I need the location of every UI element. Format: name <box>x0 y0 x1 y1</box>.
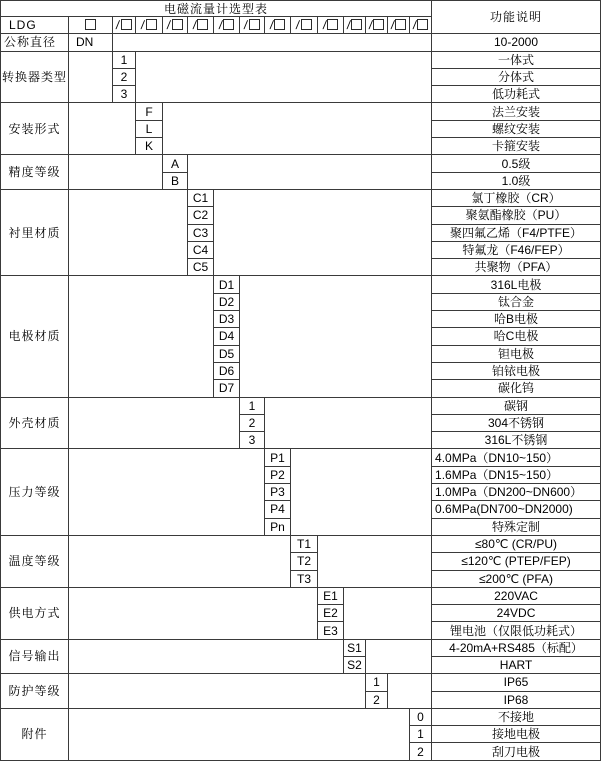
spacer-cell <box>69 155 163 190</box>
description-cell: 钽电极 <box>432 345 601 362</box>
code-cell: S1 <box>344 639 366 656</box>
description-cell: 共聚物（PFA） <box>432 259 601 276</box>
code-cell: 2 <box>366 691 388 708</box>
function-column-header: 功能说明 <box>432 1 601 34</box>
description-cell: 10-2000 <box>432 34 601 51</box>
description-cell: 聚氨酯橡胶（PU） <box>432 207 601 224</box>
code-cell: L <box>136 120 163 137</box>
code-cell: D3 <box>214 311 240 328</box>
code-cell: D1 <box>214 276 240 293</box>
checkbox-glyph <box>197 19 208 30</box>
checkbox-glyph <box>327 19 338 30</box>
spacer-cell <box>366 639 432 674</box>
model-code-cell <box>344 17 366 34</box>
group-label: 供电方式 <box>1 587 69 639</box>
description-cell: 低功耗式 <box>432 86 601 103</box>
code-cell: 2 <box>113 68 136 85</box>
description-cell: IP65 <box>432 674 601 691</box>
code-cell: 1 <box>240 397 265 414</box>
spacer-cell <box>136 51 432 103</box>
model-code-cell <box>291 17 318 34</box>
model-code-cell <box>240 17 265 34</box>
model-code-cell <box>318 17 344 34</box>
code-cell: Pn <box>265 518 291 535</box>
group-label: 公称直径 <box>1 34 69 51</box>
description-cell: 316L电极 <box>432 276 601 293</box>
slash-glyph: / <box>367 18 374 33</box>
code-cell: E3 <box>318 622 344 639</box>
model-code-cell <box>214 17 240 34</box>
group-label: 防护等级 <box>1 674 69 709</box>
group-label: 外壳材质 <box>1 397 69 449</box>
spacer-cell <box>69 189 188 275</box>
slash-glyph: / <box>268 18 275 33</box>
slash-glyph: / <box>389 18 396 33</box>
slash-glyph: / <box>345 18 352 33</box>
spacer-cell <box>69 587 318 639</box>
model-code-first-cell <box>69 17 113 34</box>
model-code-cell <box>163 17 188 34</box>
description-cell: 304不锈钢 <box>432 414 601 431</box>
code-cell: D6 <box>214 362 240 379</box>
description-cell: 卡箍安装 <box>432 138 601 155</box>
description-cell: 特殊定制 <box>432 518 601 535</box>
slash-glyph: / <box>115 18 121 33</box>
model-code-cell <box>410 17 432 34</box>
checkbox-glyph <box>417 19 428 30</box>
checkbox-glyph <box>249 19 260 30</box>
description-cell: 哈B电极 <box>432 311 601 328</box>
description-cell: ≤120℃ (PTEP/FEP) <box>432 553 601 570</box>
code-cell: T3 <box>291 570 318 587</box>
description-cell: 0.6MPa(DN700~DN2000) <box>432 501 601 518</box>
code-cell: 1 <box>113 51 136 68</box>
code-cell: 2 <box>240 414 265 431</box>
code-cell: D2 <box>214 293 240 310</box>
code-cell: P3 <box>265 484 291 501</box>
spacer-cell <box>388 674 432 709</box>
checkbox-glyph <box>121 19 132 30</box>
code-cell: K <box>136 138 163 155</box>
checkbox-glyph <box>301 19 312 30</box>
code-cell: C4 <box>188 241 214 258</box>
description-cell: 锂电池（仅限低功耗式） <box>432 622 601 639</box>
description-cell: 法兰安装 <box>432 103 601 120</box>
code-cell: D5 <box>214 345 240 362</box>
spacer-cell <box>188 155 432 190</box>
slash-glyph: / <box>140 18 146 33</box>
model-code-cell <box>136 17 163 34</box>
description-cell: 1.0级 <box>432 172 601 189</box>
table-title: 电磁流量计选型表 <box>1 1 432 17</box>
description-cell: 钛合金 <box>432 293 601 310</box>
slash-glyph: / <box>243 18 249 33</box>
description-cell: 316L不锈钢 <box>432 432 601 449</box>
code-cell: 0 <box>410 708 432 725</box>
checkbox-glyph <box>85 19 96 30</box>
description-cell: 一体式 <box>432 51 601 68</box>
group-label: 衬里材质 <box>1 189 69 275</box>
description-cell: 24VDC <box>432 605 601 622</box>
model-code-cell <box>265 17 291 34</box>
code-cell: T2 <box>291 553 318 570</box>
code-cell: 1 <box>366 674 388 691</box>
checkbox-glyph <box>172 19 183 30</box>
model-code-cell <box>188 17 214 34</box>
description-cell: 碳钢 <box>432 397 601 414</box>
description-cell: 特氟龙（F46/FEP） <box>432 241 601 258</box>
group-label: 温度等级 <box>1 535 69 587</box>
code-cell: B <box>163 172 188 189</box>
spacer-cell <box>214 189 432 275</box>
slash-glyph: / <box>411 18 418 33</box>
code-cell: P1 <box>265 449 291 466</box>
model-code-cell <box>113 17 136 34</box>
spacer-cell <box>69 674 366 709</box>
slash-glyph: / <box>321 18 328 33</box>
checkbox-glyph <box>373 19 384 30</box>
description-cell: 螺纹安装 <box>432 120 601 137</box>
code-cell: A <box>163 155 188 172</box>
code-cell: 2 <box>410 743 432 760</box>
group-label: 精度等级 <box>1 155 69 190</box>
group-label: 安装形式 <box>1 103 69 155</box>
spacer-cell <box>69 51 113 103</box>
code-cell: E1 <box>318 587 344 604</box>
description-cell: ≤200℃ (PFA) <box>432 570 601 587</box>
group-label: 附件 <box>1 708 69 760</box>
spacer-cell <box>240 276 432 397</box>
code-cell: C1 <box>188 189 214 206</box>
code-cell: 3 <box>113 86 136 103</box>
code-cell: D4 <box>214 328 240 345</box>
spacer-cell <box>291 449 432 535</box>
description-cell: 刮刀电极 <box>432 743 601 760</box>
description-cell: 不接地 <box>432 708 601 725</box>
spacer-cell <box>113 34 432 51</box>
code-cell: C2 <box>188 207 214 224</box>
description-cell: IP68 <box>432 691 601 708</box>
slash-glyph: / <box>166 18 172 33</box>
code-cell: E2 <box>318 605 344 622</box>
description-cell: 铂铱电极 <box>432 362 601 379</box>
slash-glyph: / <box>295 18 301 33</box>
description-cell: 氯丁橡胶（CR） <box>432 189 601 206</box>
group-label: 电极材质 <box>1 276 69 397</box>
spacer-cell <box>69 535 291 587</box>
group-label: 信号输出 <box>1 639 69 674</box>
description-cell: 聚四氟乙烯（F4/PTFE） <box>432 224 601 241</box>
spacer-cell <box>69 639 344 674</box>
description-cell: 碳化钨 <box>432 380 601 397</box>
checkbox-glyph <box>395 19 406 30</box>
checkbox-glyph <box>223 19 234 30</box>
checkbox-glyph <box>351 19 362 30</box>
code-cell: P4 <box>265 501 291 518</box>
description-cell: 接地电极 <box>432 726 601 743</box>
description-cell: 4.0MPa（DN10~150） <box>432 449 601 466</box>
spacer-cell <box>69 449 265 535</box>
code-cell: T1 <box>291 535 318 552</box>
description-cell: 220VAC <box>432 587 601 604</box>
group-label: 转换器类型 <box>1 51 69 103</box>
code-cell: C3 <box>188 224 214 241</box>
model-prefix-label: LDG <box>1 17 69 34</box>
checkbox-glyph <box>274 19 285 30</box>
checkbox-glyph <box>146 19 157 30</box>
description-cell: 哈C电极 <box>432 328 601 345</box>
spacer-cell <box>265 397 432 449</box>
spacer-cell <box>69 103 136 155</box>
description-cell: HART <box>432 656 601 673</box>
description-cell: 0.5级 <box>432 155 601 172</box>
description-cell: 4-20mA+RS485（标配） <box>432 639 601 656</box>
slash-glyph: / <box>191 18 198 33</box>
spacer-cell <box>69 397 240 449</box>
description-cell: 分体式 <box>432 68 601 85</box>
spacer-cell <box>318 535 432 587</box>
slash-glyph: / <box>217 18 224 33</box>
spacer-cell <box>69 276 214 397</box>
spacer-cell <box>69 708 410 760</box>
spacer-cell <box>163 103 432 155</box>
description-cell: ≤80℃ (CR/PU) <box>432 535 601 552</box>
model-code-cell <box>366 17 388 34</box>
code-cell: 1 <box>410 726 432 743</box>
code-cell: P2 <box>265 466 291 483</box>
code-cell: D7 <box>214 380 240 397</box>
description-cell: 1.0MPa（DN200~DN600） <box>432 484 601 501</box>
code-cell: 3 <box>240 432 265 449</box>
spacer-cell <box>344 587 432 639</box>
code-cell: F <box>136 103 163 120</box>
description-cell: 1.6MPa（DN15~150） <box>432 466 601 483</box>
model-code-cell <box>388 17 410 34</box>
code-cell: DN <box>69 34 113 51</box>
group-label: 压力等级 <box>1 449 69 535</box>
code-cell: S2 <box>344 656 366 673</box>
code-cell: C5 <box>188 259 214 276</box>
